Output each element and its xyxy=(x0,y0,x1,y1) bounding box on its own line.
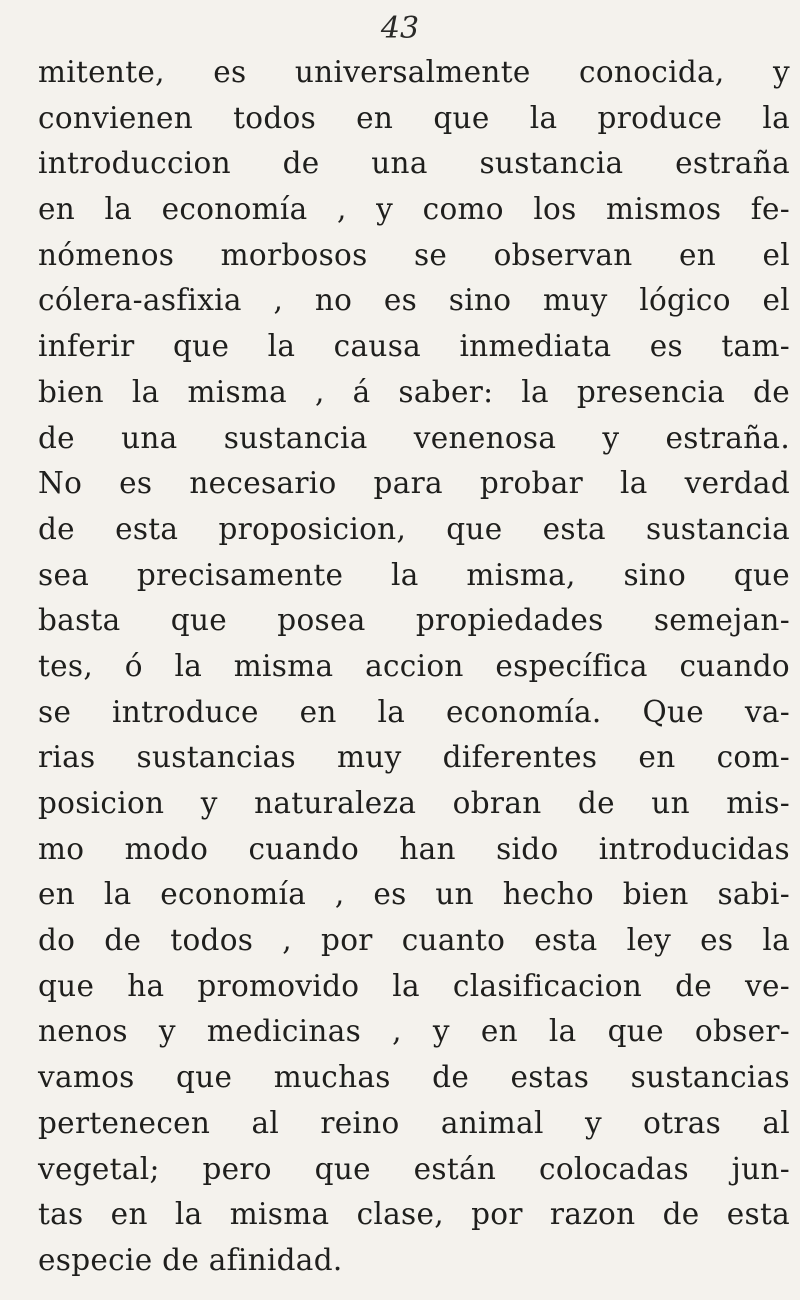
text-line: basta que posea propiedades semejan- xyxy=(38,603,790,638)
page-number: 43 xyxy=(380,11,420,46)
text-line: vamos que muchas de estas sustancias xyxy=(38,1060,790,1095)
text-line: introduccion de una sustancia estraña xyxy=(38,146,790,181)
text-line: No es necesario para probar la verdad xyxy=(38,466,790,501)
text-line: pertenecen al reino animal y otras al xyxy=(38,1105,790,1140)
text-line: mitente, es universalmente conocida, y xyxy=(38,55,790,89)
text-line: en la economía , y como los mismos fe- xyxy=(38,192,790,227)
text-line: inferir que la causa inmediata es tam- xyxy=(38,329,790,364)
text-line: nenos y medicinas , y en la que obser- xyxy=(38,1014,790,1049)
text-line: convienen todos en que la produce la xyxy=(38,100,790,135)
text-line: de una sustancia venenosa y estraña. xyxy=(38,420,790,455)
text-line: especie de afinidad. xyxy=(38,1242,343,1277)
text-line: de esta proposicion, que esta sustancia xyxy=(38,511,790,546)
text-line: posicion y naturaleza obran de un mis- xyxy=(38,786,790,820)
text-line: cólera-asfixia , no es sino muy lógico el xyxy=(38,283,790,318)
text-line: tas en la misma clase, por razon de esta xyxy=(38,1197,790,1232)
text-line: vegetal; pero que están colocadas jun- xyxy=(38,1151,790,1186)
text-line: do de todos , por cuanto esta ley es la xyxy=(38,923,790,958)
text-line: bien la misma , á saber: la presencia de xyxy=(38,374,790,409)
text-line: rias sustancias muy diferentes en com- xyxy=(38,740,790,775)
text-line: nómenos morbosos se observan en el xyxy=(38,237,790,272)
text-line: tes, ó la misma accion específica cuando xyxy=(38,648,790,683)
body-text xyxy=(38,50,790,1284)
text-line: se introduce en la economía. Que va- xyxy=(38,694,790,729)
text-line: sea precisamente la misma, sino que xyxy=(38,557,790,592)
text-line: que ha promovido la clasificacion de ve- xyxy=(38,968,790,1003)
text-line: en la economía , es un hecho bien sabi- xyxy=(38,877,790,912)
text-line: mo modo cuando han sido introducidas xyxy=(38,831,790,866)
